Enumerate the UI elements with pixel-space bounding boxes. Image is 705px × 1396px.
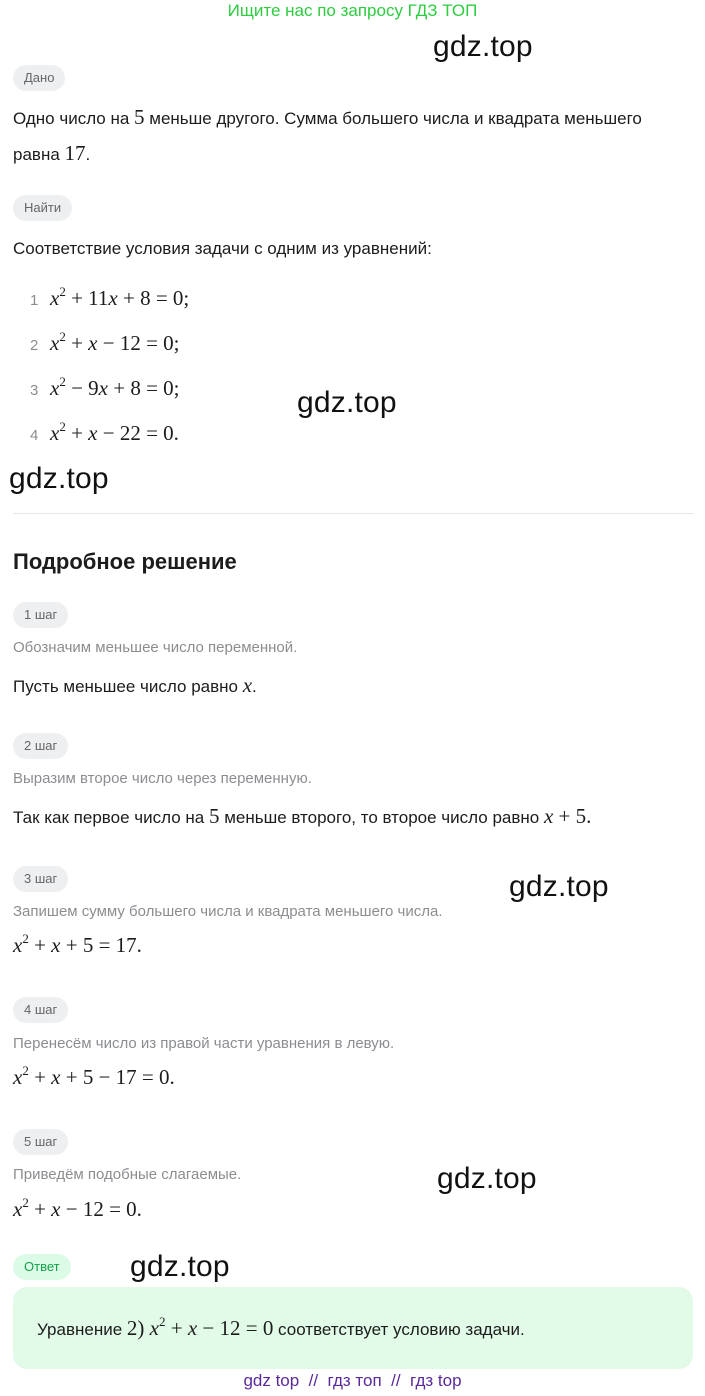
given-line-1: Одно число на 5 меньше другого. Сумма большего числа и квадрата меньшего — [13, 105, 642, 129]
step-5-hint: Приведём подобные слагаемые. — [13, 1166, 242, 1183]
watermark: gdz.top — [437, 1162, 537, 1195]
equation-list-item: 4 $x^2 + x - 22 = 0$. — [30, 419, 179, 445]
step-5-equation: $x^2 + x - 12 = 0$. — [13, 1195, 142, 1221]
step-2-text: Так как первое число на 5 меньше второго, то второе число равно x + 5. — [13, 804, 592, 828]
step-1-text: Пусть меньшее число равно x. — [13, 673, 257, 697]
watermark: gdz.top — [9, 462, 109, 495]
solution-title: Подробное решение — [13, 549, 237, 574]
find-chip: Найти — [13, 195, 72, 221]
watermark: gdz.top — [130, 1250, 230, 1283]
step-2-chip: 2 шаг — [13, 733, 68, 759]
find-text: Соответствие условия задачи с одним из уравнений: — [13, 239, 432, 258]
step-1-chip: 1 шаг — [13, 602, 68, 628]
step-5-chip: 5 шаг — [13, 1129, 68, 1155]
watermark: gdz.top — [433, 30, 533, 63]
step-4-equation: $x^2 + x + 5 - 17 = 0$. — [13, 1063, 175, 1089]
answer-chip: Ответ — [13, 1254, 71, 1280]
answer-text: Уравнение 2) $x^2 + x - 12 = 0$ соответствует условию задачи. — [37, 1314, 525, 1340]
step-1-hint: Обозначим меньшее число переменной. — [13, 639, 298, 656]
equation-list-item: 1 $x^2 + 11x + 8 = 0$; — [30, 284, 190, 310]
step-4-chip: 4 шаг — [13, 997, 68, 1023]
divider — [13, 513, 694, 514]
step-3-chip: 3 шаг — [13, 866, 68, 892]
equation-list-item: 3 $x^2 - 9x + 8 = 0$; — [30, 374, 180, 400]
equation-list-item: 2 $x^2 + x - 12 = 0$; — [30, 329, 180, 355]
footer-links: gdz top // гдз топ // гдз top — [243, 1371, 462, 1390]
given-chip: Дано — [13, 65, 65, 91]
step-3-equation: $x^2 + x + 5 = 17$. — [13, 931, 142, 957]
step-4-hint: Перенесём число из правой части уравнения в левую. — [13, 1035, 395, 1052]
step-3-hint: Запишем сумму большего числа и квадрата меньшего числа. — [13, 903, 443, 920]
watermark: gdz.top — [297, 386, 397, 419]
top-banner: Ищите нас по запросу ГДЗ ТОП — [227, 1, 478, 20]
given-line-2: равна 17. — [13, 141, 91, 165]
step-2-hint: Выразим второе число через переменную. — [13, 770, 312, 787]
watermark: gdz.top — [509, 870, 609, 903]
